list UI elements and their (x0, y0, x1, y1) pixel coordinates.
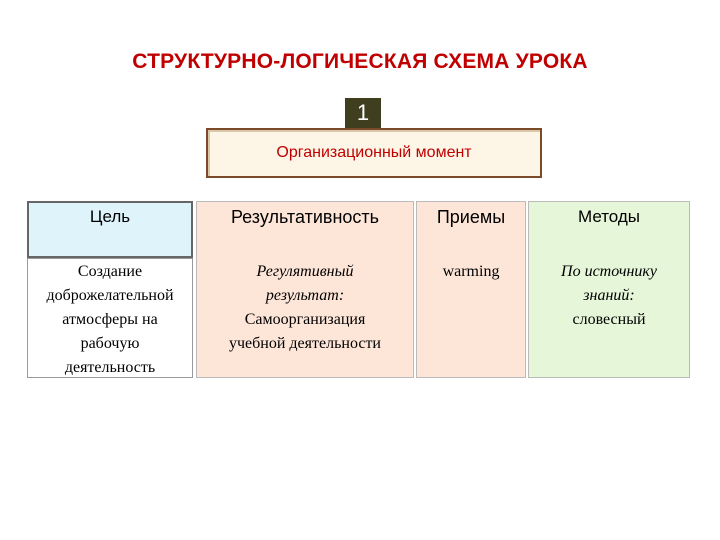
techniques-header: Приемы (436, 207, 506, 227)
goal-line: деятельность (64, 359, 156, 376)
methods-line: знаний: (583, 287, 635, 304)
result-line: Самоорганизация (244, 311, 366, 328)
stage-number-badge: 1 (345, 98, 381, 128)
methods-line: словесный (572, 311, 646, 328)
goal-header: Цель (89, 207, 131, 226)
methods-header: Методы (577, 207, 641, 226)
result-line: результат: (265, 287, 345, 304)
goal-line: атмосферы на (62, 311, 158, 328)
goal-line: рабочую (80, 335, 140, 352)
stage-label: Организационный момент (276, 144, 472, 161)
page-title: СТРУКТУРНО-ЛОГИЧЕСКАЯ СХЕМА УРОКА (132, 50, 588, 73)
methods-text (528, 260, 690, 332)
result-text (196, 260, 414, 356)
goal-line: доброжелательной (46, 287, 174, 304)
goal-line: Создание (77, 263, 143, 280)
result-line: учебной деятельности (228, 335, 381, 352)
techniques-text (416, 260, 526, 284)
result-line: Регулятивный (256, 263, 354, 280)
methods-line: По источнику (561, 263, 657, 280)
result-header: Результативность (230, 207, 380, 227)
goal-text (27, 260, 193, 380)
techniques-line: warming (442, 263, 500, 280)
